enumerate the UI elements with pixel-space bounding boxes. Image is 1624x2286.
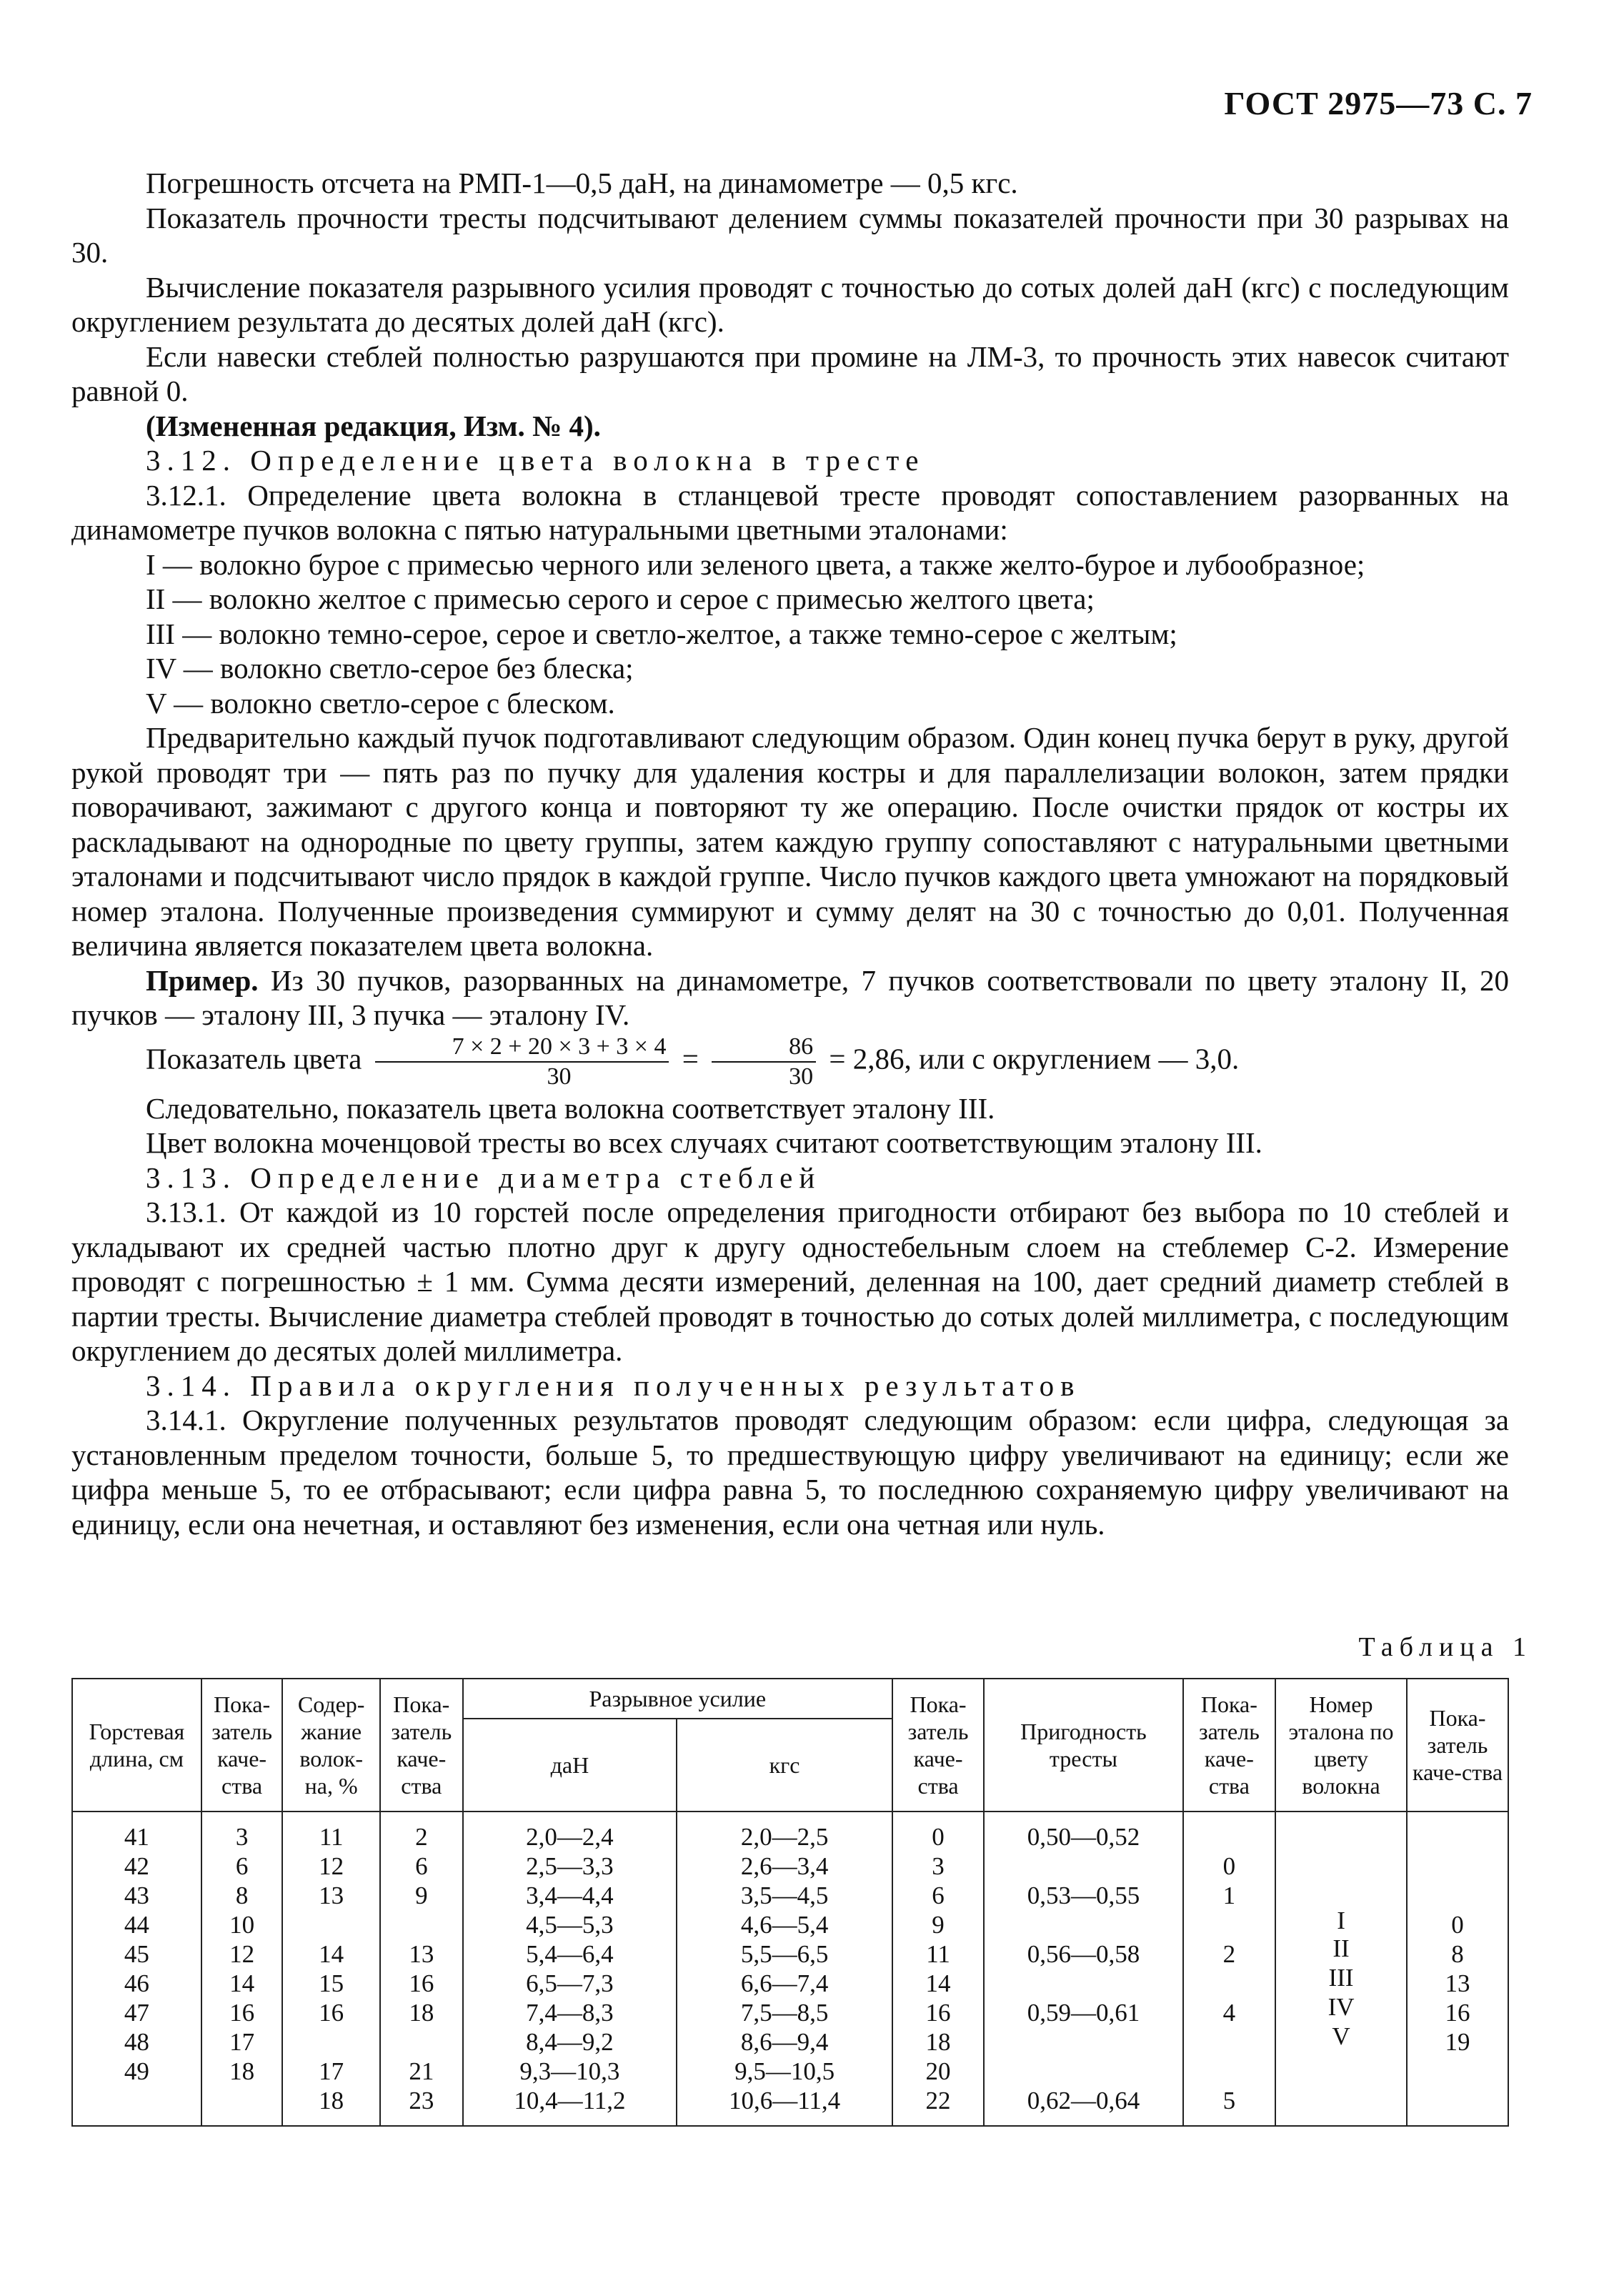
header-quality-1: Пока-затель каче-ства: [201, 1679, 283, 1812]
table-cell: [1187, 1822, 1272, 1852]
paragraph: Предварительно каждый пучок подготавливают следующим образом. Один конец пучка берут в руку, другой рукой проводят три — пять раз по пучку для удаления костры и для параллелизации волокон, затем прядки поворачивают, зажимают с другого конца и повторяют ту же операцию. После очистки прядок от костры их раскладывают на однородные по цвету группы, затем каждую группу сопоставляют с натуральными цветными эталонами и подсчитывают число прядок в каждой группе. Число пучков каждого цвета умножают на порядковый номер эталона. Полученные произведения суммируют и сумму делят на 30 с точностью до 0,01. Полученная величина является показателем цвета волокна.: [71, 721, 1509, 962]
table-cell: 19: [1445, 2028, 1470, 2056]
table-cell: 12: [229, 1940, 255, 1968]
table-cell: 15: [319, 1969, 344, 1997]
table-cell: [286, 1910, 377, 1939]
table-cell: 2,0—2,5: [740, 1823, 829, 1851]
table-cell: 45: [124, 1940, 149, 1968]
table-cell: 10: [229, 1911, 255, 1939]
table-cell: 42: [124, 1852, 149, 1880]
table-cell: 14: [319, 1940, 344, 1968]
col-content: [282, 1812, 380, 2126]
table-cell: 4: [1222, 1999, 1236, 2027]
header-quality-2: Пока-затель каче-ства: [380, 1679, 463, 1812]
example-label: Пример.: [146, 963, 259, 997]
table-cell: 4,5—5,3: [526, 1911, 614, 1939]
table-cell: 0,56—0,58: [1027, 1940, 1140, 1968]
fraction-2-numerator: 86: [712, 1033, 816, 1063]
table-cell: 18: [229, 2057, 255, 2085]
table-cell: 2: [1222, 1940, 1236, 1968]
header-suitability: Пригодность тресты: [984, 1679, 1183, 1812]
col-suitability: [984, 1812, 1183, 2126]
table-cell: 9,3—10,3: [519, 2057, 620, 2085]
header-force-dan: даН: [463, 1719, 677, 1812]
section-heading-3-14: 3.14. Правила округления полученных результатов: [146, 1368, 1081, 1402]
header-length: Горстевая длина, см: [72, 1679, 201, 1812]
table-cell: 0: [1451, 1911, 1464, 1939]
paragraph: 3.14.1. Округление полученных результатов проводят следующим образом: если цифра, следующая за установленным пределом точности, больше 5, то предшествующую цифру увеличивают на единицу; если же цифра меньше 5, то ее отбрасывают; если цифра равна 5, то последнюю сохраняемую цифру увеличивают на единицу, если она нечетная, и оставляют без изменения, если она четная или нуль.: [71, 1403, 1509, 1541]
header-standard: Номер эталона по цвету волокна: [1275, 1679, 1407, 1812]
table-cell: 16: [229, 1999, 255, 2027]
table-cell: 3: [235, 1823, 249, 1851]
section-heading-3-12: 3.12. Определение цвета волокна в тресте: [146, 444, 925, 477]
table-cell: 6: [415, 1852, 428, 1880]
table-cell: 18: [319, 2087, 344, 2114]
table-cell: [286, 2027, 377, 2057]
table-cell: 16: [925, 1999, 951, 2027]
table-cell: 48: [124, 2028, 149, 2056]
table-cell: [987, 1852, 1180, 1881]
table-cell: 5: [1222, 2087, 1236, 2114]
table-cell: 3: [932, 1852, 945, 1880]
table-cell: [1410, 1822, 1505, 1852]
table-cell: 20: [925, 2057, 951, 2085]
paragraph: 3.13.1. От каждой из 10 горстей после определения пригодности отбирают без выбора по 10 стеблей и укладывают их средней частью плотно друг к другу одностебельным слоем на стеблемер С-2. Измерение проводят с погрешностью ± 1 мм. Сумма десяти измерений, деленная на 100, дает средний диаметр стеблей в партии тресты. Вычисление диаметра стеблей проводят в точностью до сотых долей миллиметра, с последующим округлением до десятых долей миллиметра.: [71, 1196, 1509, 1367]
header-force-kgs: кгс: [677, 1719, 892, 1812]
list-item: V — волокно светло-серое с блеском.: [146, 686, 615, 720]
table-cell: 0,50—0,52: [1027, 1823, 1140, 1851]
table-cell: 0: [932, 1823, 945, 1851]
table-body-row: [72, 1812, 1508, 2126]
col-quality-4: [1183, 1812, 1275, 2126]
table-cell: 18: [925, 2028, 951, 2056]
table-cell: [1279, 1822, 1403, 1852]
col-quality-2: [380, 1812, 463, 2126]
table-cell: 4,6—5,4: [740, 1911, 829, 1939]
col-quality-5: [1407, 1812, 1508, 2126]
example-text: Из 30 пучков, разорванных на динамометре, 7 пучков соответствовали по цвету эталону II, 20 пучков — эталону III, 3 пучка — эталону IV.: [71, 963, 1509, 1031]
table-cell: [1187, 2057, 1272, 2086]
table-cell: [1279, 2051, 1403, 2080]
table-cell: [384, 1910, 459, 1939]
table-cell: 16: [1445, 1999, 1470, 2027]
table-cell: [987, 1910, 1180, 1939]
table-cell: [987, 1969, 1180, 1998]
table-cell: 8: [1451, 1940, 1464, 1968]
fraction-1-denominator: 30: [547, 1063, 572, 1090]
table-cell: 46: [124, 1969, 149, 1997]
table-cell: 44: [124, 1911, 149, 1939]
section-heading-3-13: 3.13. Определение диаметра стеблей: [146, 1161, 822, 1194]
table-cell: 9: [415, 1882, 428, 1909]
table-cell: [1187, 2027, 1272, 2057]
table-cell: 8,4—9,2: [526, 2028, 614, 2056]
fraction-2: [712, 1033, 816, 1091]
table-cell: 10,6—11,4: [728, 2087, 841, 2114]
table-cell: 49: [124, 2057, 149, 2085]
quality-table: [71, 1678, 1509, 2127]
table-cell: 23: [409, 2087, 434, 2114]
table-cell: 3,5—4,5: [740, 1882, 829, 1909]
table-cell: 13: [1445, 1969, 1470, 1997]
table-cell: 5,4—6,4: [526, 1940, 614, 1968]
table-cell: [1410, 2086, 1505, 2115]
table-cell: 2,6—3,4: [740, 1852, 829, 1880]
table-cell: 7,4—8,3: [526, 1999, 614, 2027]
table-cell: 16: [319, 1999, 344, 2027]
table-cell: 8,6—9,4: [740, 2028, 829, 2056]
header-force: Разрывное усилие: [463, 1679, 892, 1719]
paragraph: Если навески стеблей полностью разрушаются при промине на ЛМ-3, то прочность этих навесок считают равной 0.: [71, 339, 1509, 407]
formula-result: = 2,86, или с округлением — 3,0.: [829, 1041, 1240, 1075]
table-cell: [1410, 2057, 1505, 2086]
example-paragraph: [71, 963, 1509, 1033]
header-quality-5: Пока-затель каче-ства: [1407, 1679, 1508, 1812]
table-cell: 11: [319, 1823, 344, 1851]
list-item: III — волокно темно-серое, серое и светло-желтое, а также темно-серое с желтым;: [146, 617, 1177, 650]
table-cell: 14: [925, 1969, 951, 1997]
fraction-1: [375, 1033, 669, 1091]
table-cell: [1279, 1852, 1403, 1881]
table-cell: 5,5—6,5: [740, 1940, 829, 1968]
table-cell: 41: [124, 1823, 149, 1851]
table-cell: [987, 2057, 1180, 2086]
table-cell: [76, 2086, 198, 2115]
table-cell: 0,62—0,64: [1027, 2087, 1140, 2114]
header-quality-3: Пока-затель каче-ства: [892, 1679, 984, 1812]
table-cell: 14: [229, 1969, 255, 1997]
fraction-2-denominator: 30: [789, 1063, 814, 1090]
table-cell: [1410, 1852, 1505, 1881]
table-cell: 8: [235, 1882, 249, 1909]
table-cell: 2,0—2,4: [526, 1823, 614, 1851]
table-cell: 6: [932, 1882, 945, 1909]
formula-equals: =: [682, 1041, 699, 1075]
document-body: [71, 166, 1509, 1541]
list-item: I — волокно бурое с примесью черного или зеленого цвета, а также желто-бурое и лубообразное;: [146, 547, 1365, 581]
table-cell: 11: [926, 1940, 950, 1968]
table-cell: 6,5—7,3: [526, 1969, 614, 1997]
col-standard: [1275, 1812, 1407, 2126]
header-content: Содер-жание волок-на, %: [282, 1679, 380, 1812]
table-cell: I: [1337, 1907, 1345, 1934]
table-cell: V: [1332, 2022, 1350, 2050]
table-caption: Таблица 1: [1358, 1632, 1533, 1662]
paragraph: Следовательно, показатель цвета волокна соответствует эталону III.: [146, 1091, 995, 1125]
formula-prefix: Показатель цвета: [146, 1041, 362, 1075]
table-cell: 17: [229, 2028, 255, 2056]
table-cell: 10,4—11,2: [514, 2087, 626, 2114]
table-cell: 16: [409, 1969, 434, 1997]
table-cell: 22: [925, 2087, 951, 2114]
list-item: II — волокно желтое с примесью серого и серое с примесью желтого цвета;: [146, 582, 1095, 615]
table-cell: 0,53—0,55: [1027, 1882, 1140, 1909]
table-cell: [384, 2027, 459, 2057]
amendment-note: (Измененная редакция, Изм. № 4).: [146, 409, 601, 442]
table-cell: 12: [319, 1852, 344, 1880]
paragraph: Цвет волокна моченцовой тресты во всех случаях считают соответствующим эталону III.: [146, 1126, 1262, 1159]
col-quality-1: [201, 1812, 283, 2126]
table-cell: II: [1332, 1934, 1350, 1962]
table-cell: 18: [409, 1999, 434, 2027]
paragraph: Погрешность отсчета на РМП-1—0,5 даН, на динамометре — 0,5 кгс.: [146, 167, 1018, 199]
table-cell: 47: [124, 1999, 149, 2027]
col-length: [72, 1812, 201, 2126]
table-cell: [1187, 1969, 1272, 1998]
col-quality-3: [892, 1812, 984, 2126]
col-force-kgs: [677, 1812, 892, 2126]
table-cell: [1410, 1881, 1505, 1910]
table-cell: 3,4—4,4: [526, 1882, 614, 1909]
paragraph: Показатель прочности тресты подсчитывают делением суммы показателей прочности при 30 разрывах на 30.: [71, 201, 1509, 269]
table-cell: 9: [932, 1911, 945, 1939]
fraction-1-numerator: 7 × 2 + 20 × 3 + 3 × 4: [375, 1033, 669, 1063]
table-cell: 13: [319, 1882, 344, 1909]
table-cell: 1: [1222, 1882, 1236, 1909]
table-cell: 6: [235, 1852, 249, 1880]
table-cell: 0,59—0,61: [1027, 1999, 1140, 2027]
table-cell: IV: [1327, 1993, 1355, 2021]
table-cell: 43: [124, 1882, 149, 1909]
formula-line: [71, 1033, 1509, 1091]
table-cell: 13: [409, 1940, 434, 1968]
page-header: ГОСТ 2975—73 С. 7: [1224, 85, 1533, 121]
table-cell: 21: [409, 2057, 434, 2085]
table-cell: 6,6—7,4: [740, 1969, 829, 1997]
list-item: IV — волокно светло-серое без блеска;: [146, 652, 634, 685]
table-cell: 0: [1222, 1852, 1236, 1880]
table-cell: [1279, 2080, 1403, 2109]
paragraph: Вычисление показателя разрывного усилия проводят с точностью до сотых долей даН (кгс) с последующим округлением результата до десятых долей даН (кгс).: [71, 270, 1509, 338]
table-cell: [205, 2086, 279, 2115]
header-quality-4: Пока-затель каче-ства: [1183, 1679, 1275, 1812]
table-cell: [987, 2027, 1180, 2057]
col-force-dan: [463, 1812, 677, 2126]
table-cell: 9,5—10,5: [734, 2057, 835, 2085]
table-cell: 2: [415, 1823, 428, 1851]
table-cell: 17: [319, 2057, 344, 2085]
table-cell: III: [1328, 1964, 1354, 1992]
paragraph: 3.12.1. Определение цвета волокна в стланцевой тресте проводят сопоставлением разорванных на динамометре пучков волокна с пятью натуральными цветными эталонами:: [71, 478, 1509, 546]
table-cell: [1187, 1910, 1272, 1939]
table-cell: 7,5—8,5: [740, 1999, 829, 2027]
table-cell: 2,5—3,3: [526, 1852, 614, 1880]
